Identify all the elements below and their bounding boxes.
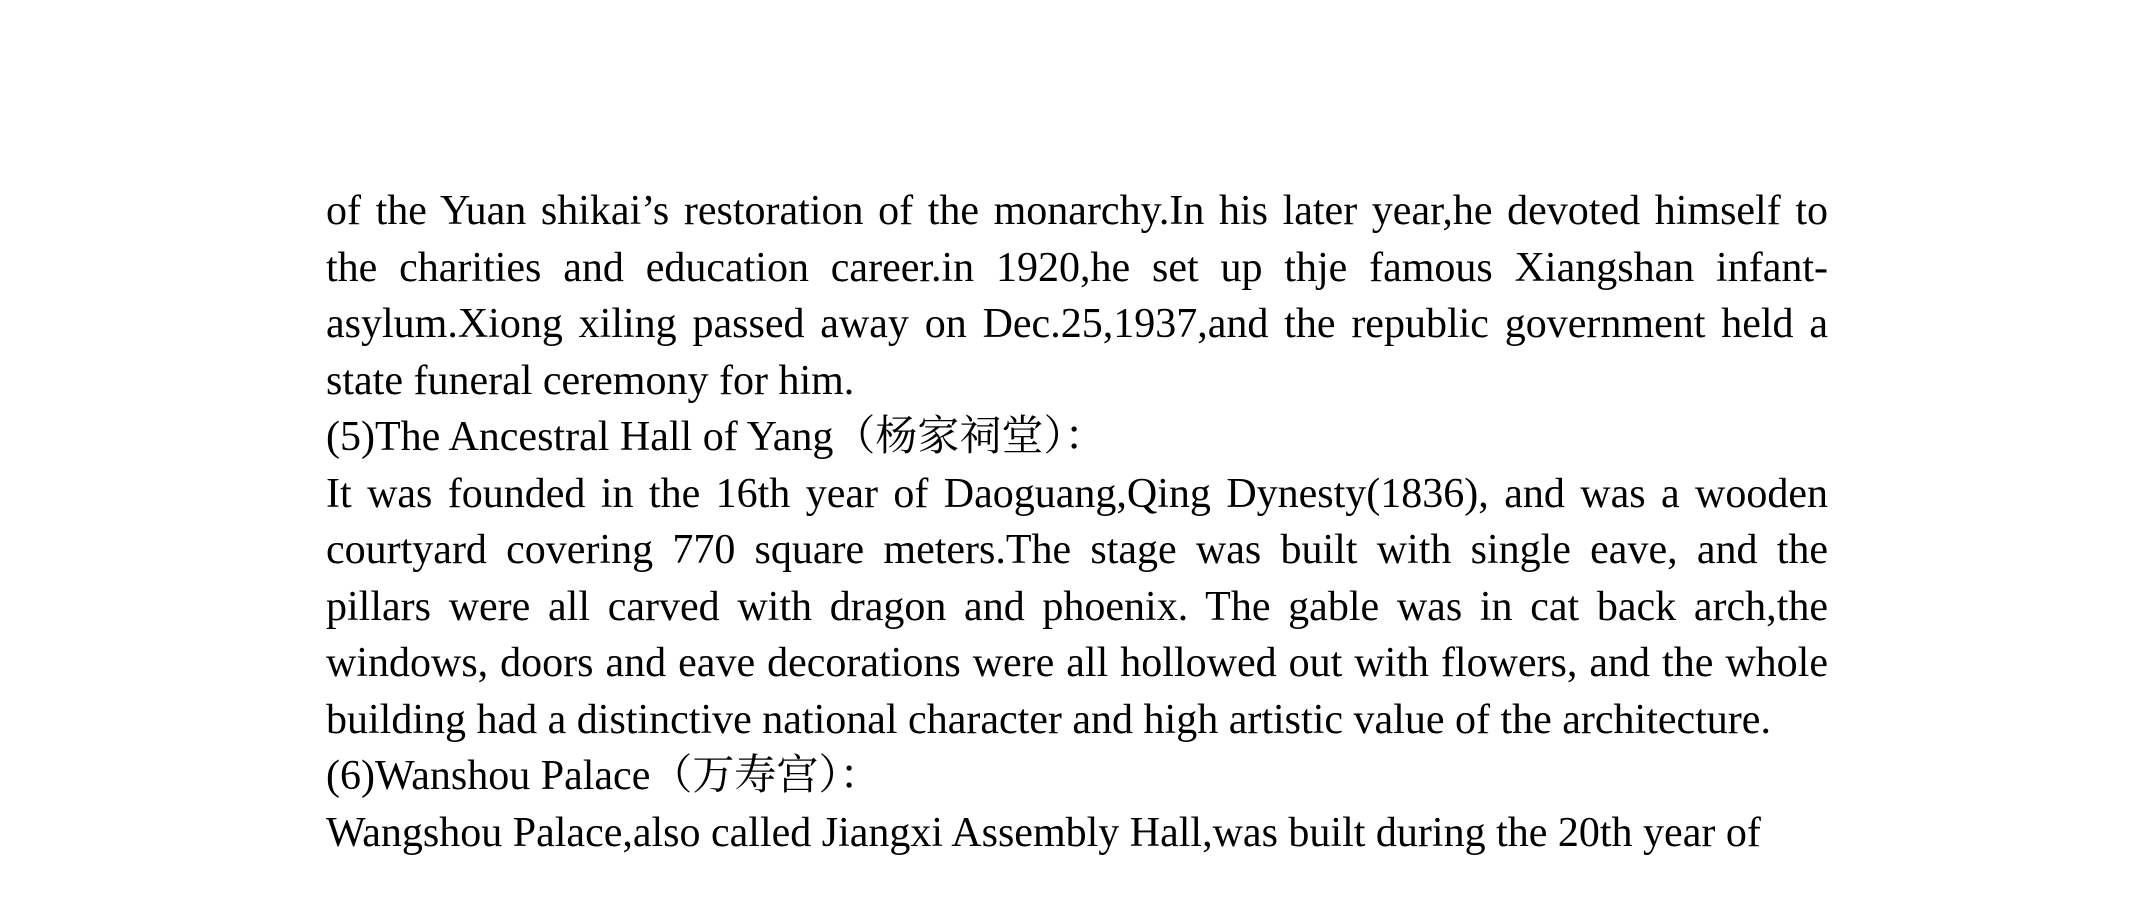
paragraph-xiong-xiling-biography: of the Yuan shikai’s restoration of the monarchy.In his later year,he devoted himself to the charities and education career.in 1920,he set up thje famous Xiangshan infant-asylum.Xiong xiling passed away on Dec.25,1937,and the republic government held a state funeral ceremony for him.	[326, 188, 1828, 404]
paragraph-ancestral-hall-description: It was founded in the 16th year of Daoguang,Qing Dynesty(1836), and was a wooden courtyard covering 770 square meters.The stage was built with single eave, and the pillars were all carved with dragon and phoenix. The gable was in cat back arch,the windows, doors and eave decorations were all hollowed out with flowers, and the whole building had a distinctive national character and high artistic value of the architecture.	[326, 470, 1828, 743]
document-text-block	[326, 183, 1828, 861]
section-heading-ancestral-hall-of-yang: (5)The Ancestral Hall of Yang（杨家祠堂）：	[326, 414, 1107, 460]
section-heading-wanshou-palace: (6)Wanshou Palace（万寿宫）：	[326, 753, 882, 799]
paragraph-wanshou-palace-description: Wangshou Palace,also called Jiangxi Assembly Hall,was built during the 20th year of	[326, 809, 1761, 856]
